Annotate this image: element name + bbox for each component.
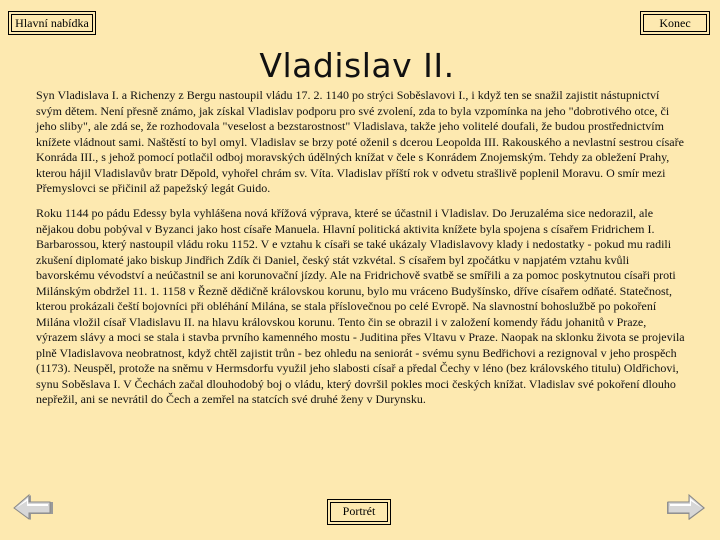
next-button[interactable]	[664, 492, 706, 520]
main-menu-button[interactable]: Hlavní nabídka	[11, 14, 93, 32]
back-button[interactable]	[12, 492, 54, 520]
exit-button[interactable]: Konec	[643, 14, 707, 32]
page-title: Vladislav II.	[259, 46, 455, 86]
paragraph-2: Roku 1144 po pádu Edessy byla vyhlášena nová křížová výprava, které se účastnil i Vladislav. Do Jeruzaléma sice nedorazil, ale nějakou dobu pobýval v Byzanci jako host císaře Manuela. Hlavní politická aktivita knížete byla spojena s císařem Fridrichem I. Barbarossou, který nastoupil vládu roku 1152. V e vztahu k císaři se také ukázaly Vladislavovy klady i nedostatky - pokud mu radili zkušení diplomaté jako biskup Jindřich Zdík či Daniel, český stát vzkvétal. S císařem byl zpočátku v napjatém vztahu kvůli bavorskému vévodství a neúčastnil se ani korunovační jízdy. Ale na Fridrichově svatbě se smířili a za pomoc poskytnutou císaři proti Milánským obdržel 11. 1. 1158 v Řezně dědičně královskou korunu, bylo mu vráceno Budyšínsko, dříve císařem odňaté. Statečnost, kterou prokázali čeští bojovníci při obléhání Milána, se stala příslovečnou po celé Evropě. Na slavnostní bohoslužbě po pokoření Milána vložil císař Vladislavu II. na hlavu královskou korunu. Tento čin se obrazil i v založení komendy řádu johanitů v Praze, výrazem slávy a moci se stala i stavba prvního kamenného mostu - Juditina přes Vltavu v Praze. Naopak na sklonku života se projevila plně Vladislavova neobratnost, když chtěl zajistit trůn - bez ohledu na seniorát - svému synu Bedřichovi a rezignoval v jeho prospěch (1173). Neuspěl, protože na sněmu v Hermsdorfu využil jeho slabosti císař a předal Čechy v léno (bez královského titulu) Oldřichovi, synu Soběslava I. V Čechách začal dlouhodobý boj o vládu, který dovršil pokles moci českých knížat. Vladislav své pokoření dlouho nepřežil, ani se nevrátil do Čech a zemřel na statcích své druhé ženy v Durynsku.	[36, 206, 685, 406]
portrait-button[interactable]: Portrét	[330, 502, 388, 522]
arrow-left-icon	[12, 492, 54, 520]
arrow-right-icon	[664, 492, 706, 520]
paragraph-1: Syn Vladislava I. a Richenzy z Bergu nastoupil vládu 17. 2. 1140 po strýci Soběslavovi I., i když ten se snažil zajistit nástupnictví svým dětem. Není přesně známo, jak získal Vladislav podporu pro své zvolení, zda to byla vzpomínka na jeho "dobrotivého otce, či jeho sliby", ale zdá se, že rozhodovala "veselost a bezstarostnost" Vladislava, takže jeho volitelé doufali, že budou prostřednictvím knížete vládnout sami. Naštěstí to byl omyl. Vladislav se brzy poté oženil s dcerou Leopolda III. Rakouského a nevlastní sestrou císaře Konráda III., s jehož pomocí potlačil odboj moravských údělných knížat v čele s Konrádem Znojemským. Tehdy za obležení Prahy, kterou hájil Vladislavův bratr Děpold, vyhořel chrám sv. Víta. Vladislav příští rok v odvetu strašlivě poplenil Moravu. O smír mezi Přemyslovci se přičinil až papežský legát Guido.	[36, 88, 684, 195]
